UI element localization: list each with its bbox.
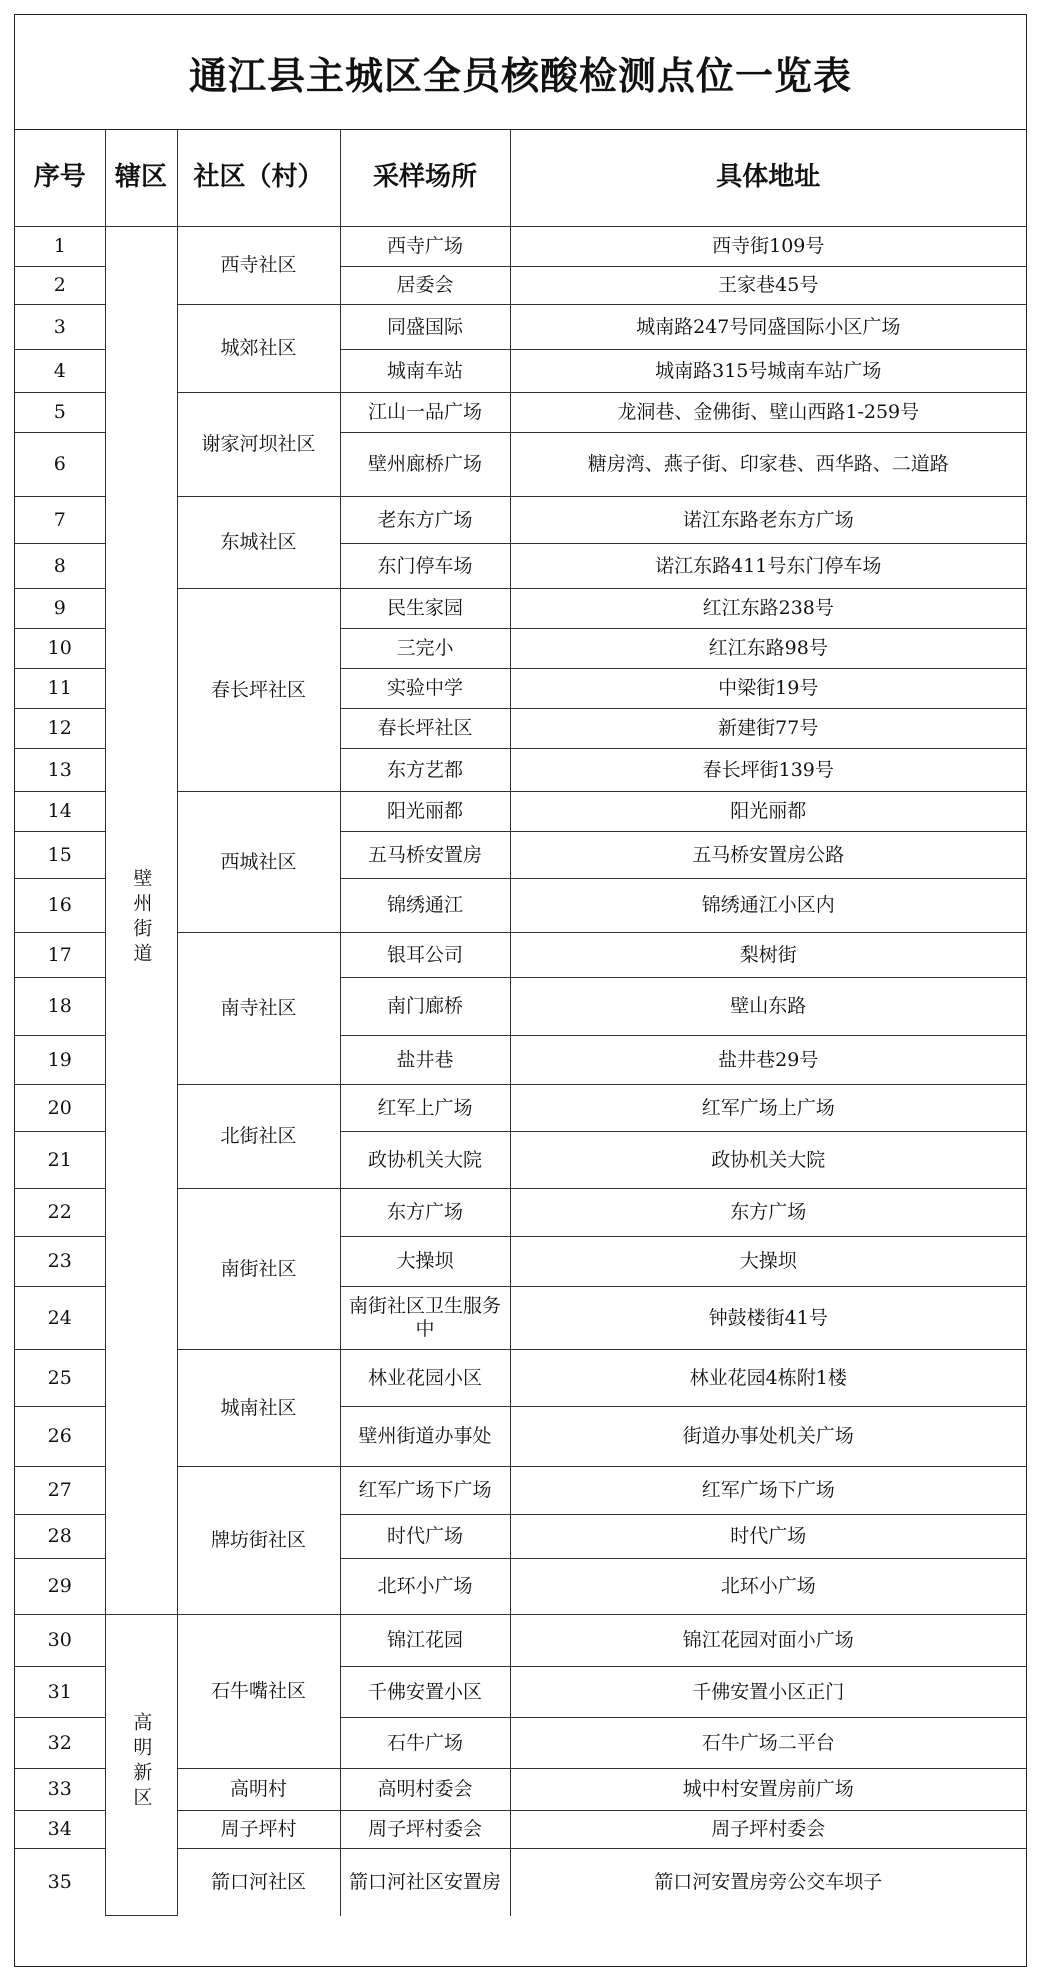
site-cell: 东方广场 [340, 1189, 510, 1237]
address-cell: 中梁街19号 [510, 669, 1026, 709]
row-number: 35 [15, 1849, 105, 1916]
row-number: 18 [15, 978, 105, 1036]
community-cell: 北街社区 [177, 1085, 340, 1189]
site-cell: 老东方广场 [340, 497, 510, 544]
site-cell: 东方艺都 [340, 749, 510, 792]
site-cell: 春长坪社区 [340, 709, 510, 749]
community-cell: 西城社区 [177, 792, 340, 933]
district-label: 高明新区 [130, 1712, 153, 1813]
address-cell: 大操坝 [510, 1237, 1026, 1287]
address-cell: 盐井巷29号 [510, 1036, 1026, 1085]
site-cell: 盐井巷 [340, 1036, 510, 1085]
site-cell: 江山一品广场 [340, 393, 510, 433]
row-number: 29 [15, 1559, 105, 1615]
site-cell: 红军广场下广场 [340, 1467, 510, 1515]
document-title: 通江县主城区全员核酸检测点位一览表 [15, 15, 1026, 130]
site-cell: 时代广场 [340, 1515, 510, 1559]
site-cell: 银耳公司 [340, 933, 510, 978]
community-cell: 谢家河坝社区 [177, 393, 340, 497]
address-cell: 王家巷45号 [510, 267, 1026, 305]
address-cell: 壁山东路 [510, 978, 1026, 1036]
site-cell: 千佛安置小区 [340, 1667, 510, 1718]
community-cell: 西寺社区 [177, 227, 340, 305]
community-cell: 高明村 [177, 1769, 340, 1811]
row-number: 11 [15, 669, 105, 709]
address-cell: 诺江东路老东方广场 [510, 497, 1026, 544]
address-cell: 阳光丽都 [510, 792, 1026, 832]
site-cell: 壁州街道办事处 [340, 1407, 510, 1467]
site-cell: 锦绣通江 [340, 879, 510, 933]
address-cell: 春长坪街139号 [510, 749, 1026, 792]
address-cell: 红军广场下广场 [510, 1467, 1026, 1515]
row-number: 14 [15, 792, 105, 832]
community-cell: 春长坪社区 [177, 589, 340, 792]
address-cell: 红江东路238号 [510, 589, 1026, 629]
address-cell: 石牛广场二平台 [510, 1718, 1026, 1769]
community-cell: 东城社区 [177, 497, 340, 589]
row-number: 2 [15, 267, 105, 305]
site-cell: 东门停车场 [340, 544, 510, 589]
address-cell: 钟鼓楼街41号 [510, 1287, 1026, 1350]
community-cell: 南街社区 [177, 1189, 340, 1350]
site-cell: 高明村委会 [340, 1769, 510, 1811]
site-cell: 同盛国际 [340, 305, 510, 350]
community-cell: 箭口河社区 [177, 1849, 340, 1916]
address-cell: 东方广场 [510, 1189, 1026, 1237]
site-cell: 城南车站 [340, 350, 510, 393]
row-number: 22 [15, 1189, 105, 1237]
site-cell: 民生家园 [340, 589, 510, 629]
site-cell: 南街社区卫生服务中 [340, 1287, 510, 1350]
site-cell: 三完小 [340, 629, 510, 669]
address-cell: 西寺街109号 [510, 227, 1026, 267]
address-cell: 城中村安置房前广场 [510, 1769, 1026, 1811]
site-cell: 居委会 [340, 267, 510, 305]
row-number: 10 [15, 629, 105, 669]
row-number: 17 [15, 933, 105, 978]
community-cell: 石牛嘴社区 [177, 1615, 340, 1769]
community-cell: 周子坪村 [177, 1811, 340, 1849]
checkpoint-table [15, 130, 1026, 1916]
header-no: 序号 [15, 130, 105, 227]
row-number: 24 [15, 1287, 105, 1350]
address-cell: 北环小广场 [510, 1559, 1026, 1615]
address-cell: 箭口河安置房旁公交车坝子 [510, 1849, 1026, 1916]
row-number: 6 [15, 433, 105, 497]
table-row [15, 1615, 1026, 1667]
row-number: 3 [15, 305, 105, 350]
row-number: 12 [15, 709, 105, 749]
address-cell: 锦绣通江小区内 [510, 879, 1026, 933]
row-number: 19 [15, 1036, 105, 1085]
address-cell: 城南路247号同盛国际小区广场 [510, 305, 1026, 350]
row-number: 21 [15, 1132, 105, 1189]
row-number: 26 [15, 1407, 105, 1467]
row-number: 25 [15, 1350, 105, 1407]
site-cell: 五马桥安置房 [340, 832, 510, 879]
community-cell: 城郊社区 [177, 305, 340, 393]
row-number: 15 [15, 832, 105, 879]
row-number: 34 [15, 1811, 105, 1849]
row-number: 33 [15, 1769, 105, 1811]
row-number: 4 [15, 350, 105, 393]
address-cell: 政协机关大院 [510, 1132, 1026, 1189]
site-cell: 西寺广场 [340, 227, 510, 267]
district-cell [105, 1615, 177, 1916]
community-cell: 牌坊街社区 [177, 1467, 340, 1615]
row-number: 30 [15, 1615, 105, 1667]
row-number: 32 [15, 1718, 105, 1769]
district-cell [105, 227, 177, 1615]
address-cell: 锦江花园对面小广场 [510, 1615, 1026, 1667]
community-cell: 南寺社区 [177, 933, 340, 1085]
address-cell: 新建街77号 [510, 709, 1026, 749]
row-number: 1 [15, 227, 105, 267]
address-cell: 龙洞巷、金佛街、壁山西路1-259号 [510, 393, 1026, 433]
site-cell: 阳光丽都 [340, 792, 510, 832]
community-cell: 城南社区 [177, 1350, 340, 1467]
address-cell: 周子坪村委会 [510, 1811, 1026, 1849]
address-cell: 糖房湾、燕子街、印家巷、西华路、二道路 [510, 433, 1026, 497]
row-number: 20 [15, 1085, 105, 1132]
site-cell: 周子坪村委会 [340, 1811, 510, 1849]
address-cell: 五马桥安置房公路 [510, 832, 1026, 879]
address-cell: 城南路315号城南车站广场 [510, 350, 1026, 393]
table-row [15, 227, 1026, 267]
header-address: 具体地址 [510, 130, 1026, 227]
site-cell: 政协机关大院 [340, 1132, 510, 1189]
address-cell: 街道办事处机关广场 [510, 1407, 1026, 1467]
site-cell: 大操坝 [340, 1237, 510, 1287]
row-number: 23 [15, 1237, 105, 1287]
row-number: 7 [15, 497, 105, 544]
site-cell: 锦江花园 [340, 1615, 510, 1667]
header-row [15, 130, 1026, 227]
header-community: 社区（村） [177, 130, 340, 227]
site-cell: 壁州廊桥广场 [340, 433, 510, 497]
site-cell: 实验中学 [340, 669, 510, 709]
row-number: 28 [15, 1515, 105, 1559]
header-site: 采样场所 [340, 130, 510, 227]
header-district: 辖区 [105, 130, 177, 227]
site-cell: 北环小广场 [340, 1559, 510, 1615]
row-number: 27 [15, 1467, 105, 1515]
site-cell: 箭口河社区安置房 [340, 1849, 510, 1916]
address-cell: 千佛安置小区正门 [510, 1667, 1026, 1718]
row-number: 31 [15, 1667, 105, 1718]
address-cell: 红军广场上广场 [510, 1085, 1026, 1132]
site-cell: 林业花园小区 [340, 1350, 510, 1407]
row-number: 8 [15, 544, 105, 589]
address-cell: 红江东路98号 [510, 629, 1026, 669]
row-number: 16 [15, 879, 105, 933]
address-cell: 诺江东路411号东门停车场 [510, 544, 1026, 589]
site-cell: 南门廊桥 [340, 978, 510, 1036]
site-cell: 石牛广场 [340, 1718, 510, 1769]
district-label: 壁州街道 [130, 867, 153, 968]
row-number: 13 [15, 749, 105, 792]
row-number: 5 [15, 393, 105, 433]
document-sheet [14, 14, 1027, 1967]
site-cell: 红军上广场 [340, 1085, 510, 1132]
address-cell: 林业花园4栋附1楼 [510, 1350, 1026, 1407]
address-cell: 梨树街 [510, 933, 1026, 978]
address-cell: 时代广场 [510, 1515, 1026, 1559]
row-number: 9 [15, 589, 105, 629]
